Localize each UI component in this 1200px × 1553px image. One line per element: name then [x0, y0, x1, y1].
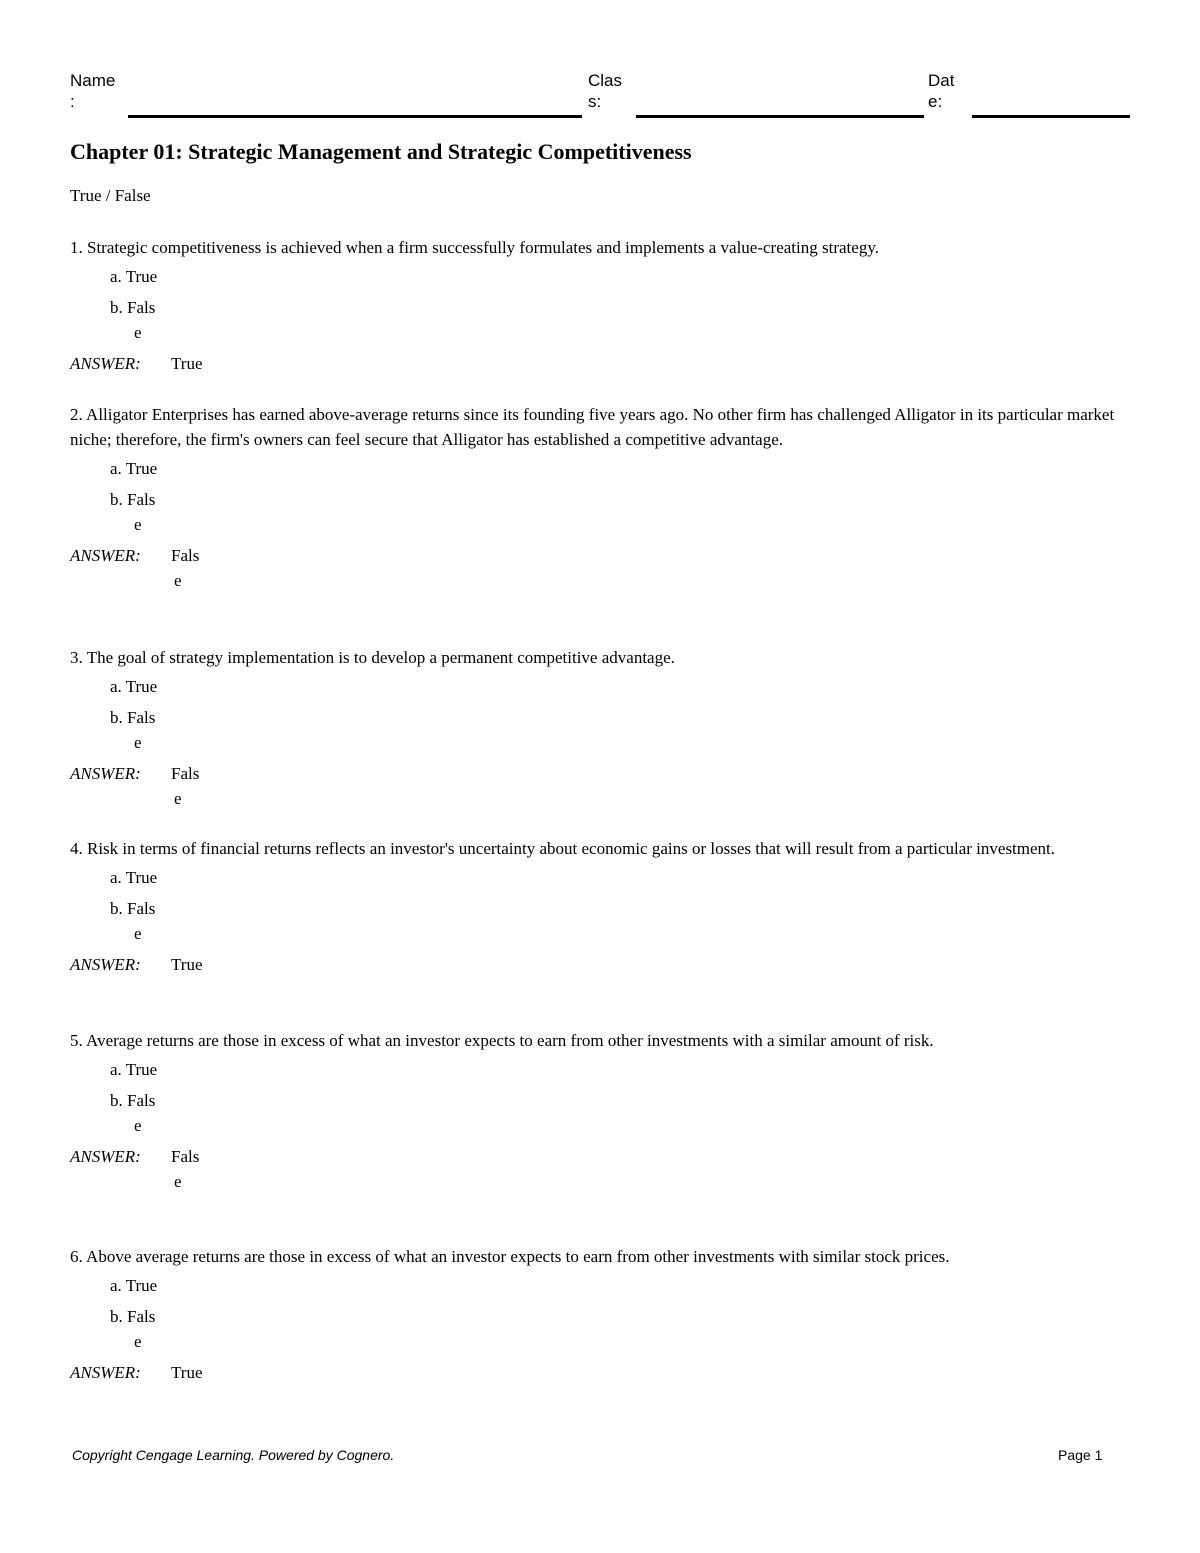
- answer-value: Fals e: [171, 764, 200, 808]
- question-text: 3. The goal of strategy implementation is to develop a permanent competitive advantage.: [70, 648, 675, 667]
- option-a: a. True: [110, 677, 158, 696]
- question-5: [70, 1028, 1132, 1194]
- question-4: [70, 836, 1132, 977]
- answer-label: ANSWER:: [70, 955, 141, 974]
- name-blank-line: [128, 115, 582, 118]
- copyright-notice: Copyright Cengage Learning. Powered by Cognero.: [72, 1447, 395, 1463]
- answer-value: Fals e: [171, 1147, 200, 1191]
- option-b: b. Fals e: [110, 899, 156, 943]
- question-text: 5. Average returns are those in excess of what an investor expects to earn from other investments with a similar amount of risk.: [70, 1031, 934, 1050]
- question-1: [70, 235, 1132, 376]
- answer-label: ANSWER:: [70, 546, 141, 565]
- option-b: b. Fals e: [110, 708, 156, 752]
- answer-label: ANSWER:: [70, 1147, 141, 1166]
- answer-value: Fals e: [171, 546, 200, 590]
- answer-value: True: [171, 955, 203, 974]
- question-text: 6. Above average returns are those in excess of what an investor expects to earn from other investments with similar stock prices.: [70, 1247, 950, 1266]
- option-a: a. True: [110, 267, 158, 286]
- question-text: 2. Alligator Enterprises has earned above-average returns since its founding five years ago. No other firm has challenged Alligator in its particular market niche; therefore, the firm's owners can feel secure that Alligator has established a competitive advantage.: [70, 405, 1115, 449]
- answer-row: [70, 351, 1132, 376]
- question-6: [70, 1244, 1132, 1385]
- question-text: 1. Strategic competitiveness is achieved when a firm successfully formulates and implements a value-creating strategy.: [70, 238, 879, 257]
- class-blank-line: [636, 115, 924, 118]
- section-heading: True / False: [70, 186, 151, 205]
- answer-label: ANSWER:: [70, 354, 141, 373]
- option-b: b. Fals e: [110, 1091, 156, 1135]
- answer-label: ANSWER:: [70, 764, 141, 783]
- answer-label: ANSWER:: [70, 1363, 141, 1382]
- answer-row: [70, 543, 1132, 593]
- date-blank-line: [972, 115, 1130, 118]
- answer-value: True: [171, 354, 203, 373]
- class-label: Clas s:: [588, 71, 623, 111]
- answer-row: [70, 1360, 1132, 1385]
- question-3: [70, 645, 1132, 811]
- student-info-header: [0, 70, 1200, 130]
- page-number: Page 1: [1058, 1447, 1103, 1463]
- date-label: Dat e:: [928, 71, 955, 111]
- question-text: 4. Risk in terms of financial returns reflects an investor's uncertainty about economic gains or losses that will result from a particular investment.: [70, 839, 1056, 858]
- option-b: b. Fals e: [110, 490, 156, 534]
- name-label: Name :: [70, 71, 116, 111]
- answer-row: [70, 952, 1132, 977]
- option-b: b. Fals e: [110, 298, 156, 342]
- option-b: b. Fals e: [110, 1307, 156, 1351]
- answer-value: True: [171, 1363, 203, 1382]
- answer-row: [70, 1144, 1132, 1194]
- answer-row: [70, 761, 1132, 811]
- option-a: a. True: [110, 1276, 158, 1295]
- option-a: a. True: [110, 1060, 158, 1079]
- option-a: a. True: [110, 459, 158, 478]
- chapter-title: Chapter 01: Strategic Management and Strategic Competitiveness: [70, 139, 692, 164]
- question-2: [70, 402, 1132, 593]
- option-a: a. True: [110, 868, 158, 887]
